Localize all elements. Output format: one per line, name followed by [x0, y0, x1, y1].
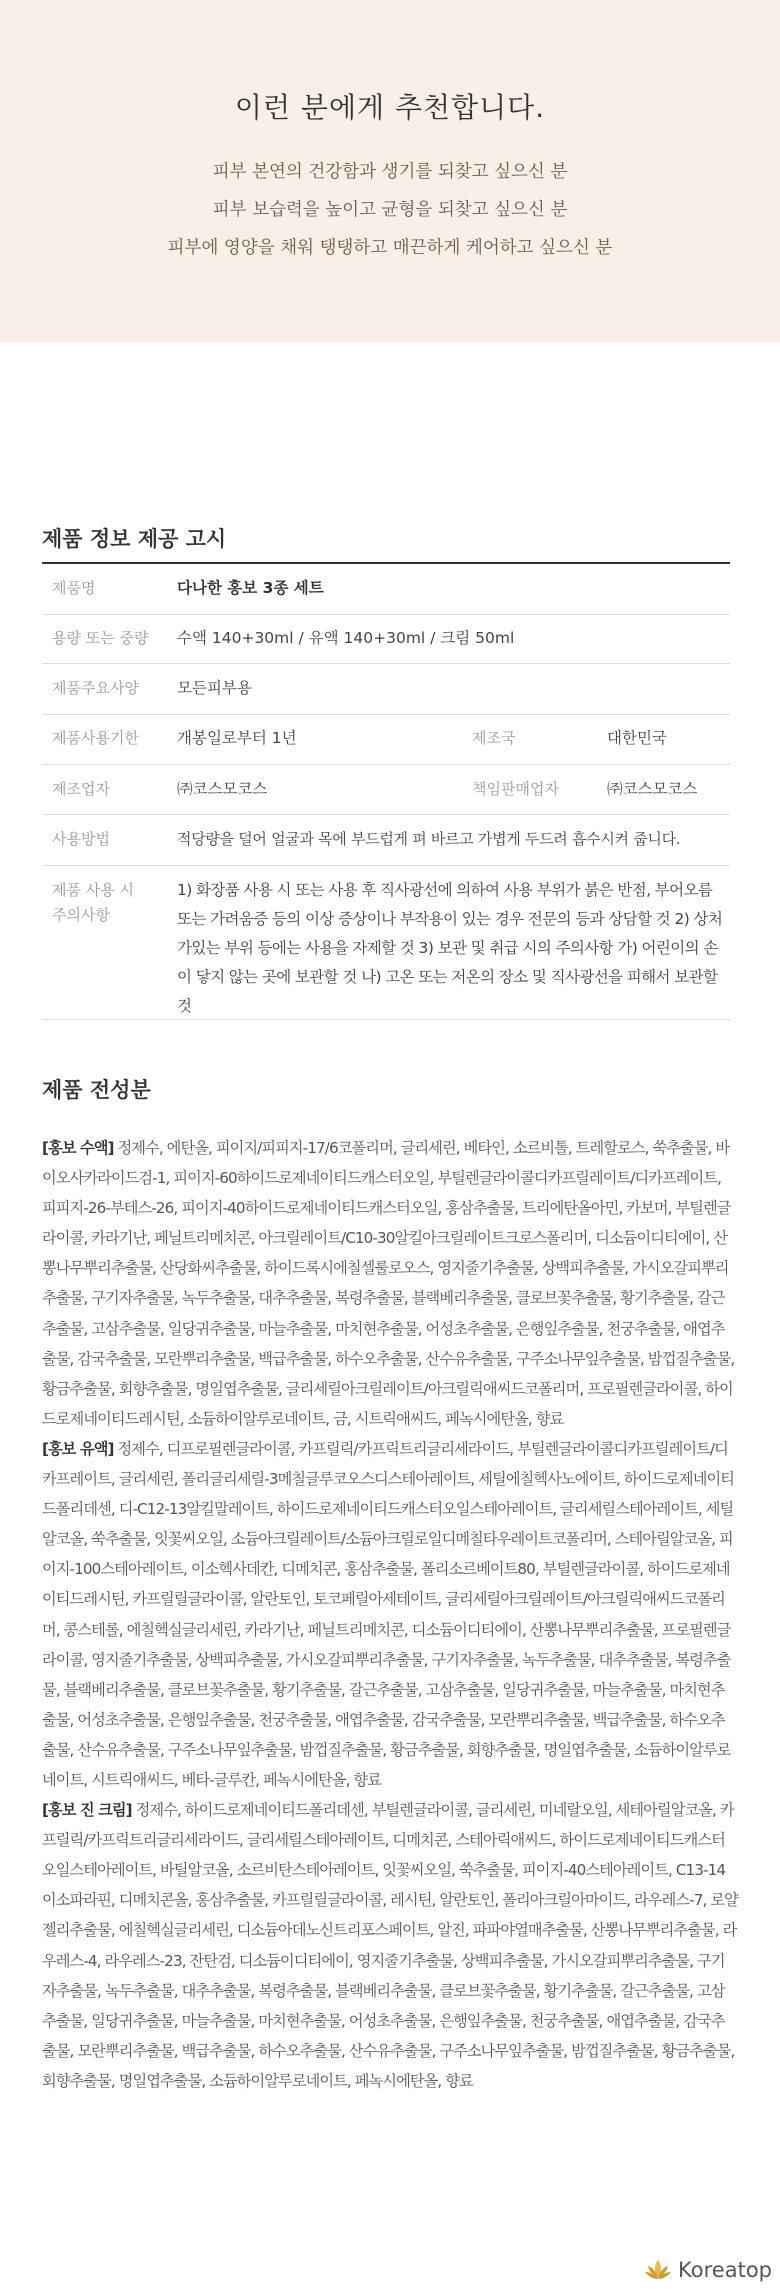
info-title: 제품 정보 제공 고시	[42, 527, 227, 551]
info-value: 수액 140+30ml / 유액 140+30ml / 크림 50ml	[177, 629, 515, 647]
info-label: 주의사항	[52, 906, 110, 924]
info-value: 개봉일로부터 1년	[177, 729, 297, 747]
recommend-line-1: 피부 본연의 건강함과 생기를 되찾고 싶으신 분	[212, 162, 568, 182]
ingredient-list: 정제수, 에탄올, 피이지/피피지-17/6코폴리머, 글리세린, 베타인, 소르비톨, 트레할로스, 쑥추출물, 바이오사카라이드검-1, 피이지-60하이드로제네이티드캐스터오일, 부틸렌글라이콜디카프릴레이트/디카프레이트, 피피지-26-부테스-26, 피이지-40하이드로제네이티드캐스터오일, 홍삼추출물, 트리에탄올아민, 카보머, 부틸렌글라이콜, 카라기난, 페닐트리메치콘, 아크릴레이트/C10-30알킬아크릴레이트크로스폴리머, 디소듐이디티에이, 산뽕나무뿌리추출물, 산당화씨추출물, 하이드록시에칠셀룰로오스, 영지줄기추출물, 상백피추출물, 가시오갈피뿌리추출물, 구기자추출물, 녹두추출물, 대추추출물, 복령추출물, 블랙베리추출물, 클로브꽃추출물, 황기추출물, 갈근추출물, 고삼추출물, 일당귀추출물, 마늘추출물, 마치현추출물, 어성초추출물, 은행잎추출물, 천궁추출물, 애엽추출물, 감국추출물, 모란뿌리추출물, 백급추출물, 하수오추출물, 산수유추출물, 구주소나무잎추출물, 밤껍질추출물, 황금추출물, 회향추출물, 명일엽추출물, 글리세릴아크릴레이트/아크릴릭애씨드코폴리머, 프로필렌글라이콜, 하이드로제네이티드레시틴, 소듐하이알루로네이트, 금, 시트릭애씨드, 페녹시에탄올, 향료	[42, 1139, 735, 1428]
info-row-name	[42, 564, 730, 615]
info-label: 제품명	[52, 579, 96, 597]
recommend-section	[0, 0, 780, 342]
recommend-line-2: 피부 보습력을 높이고 균형을 되찾고 싶으신 분	[212, 200, 568, 220]
info-row-capacity	[42, 615, 730, 664]
info-label: 제조업자	[52, 780, 110, 798]
info-value: 대한민국	[607, 729, 667, 747]
info-label: 제품주요사양	[52, 679, 139, 697]
recommend-line-3: 피부에 영양을 채워 탱탱하고 매끈하게 케어하고 싶으신 분	[167, 238, 613, 258]
ingredient-name: [홍보 유액]	[42, 1439, 114, 1458]
info-value: 다나한 홍보 3종 세트	[177, 579, 324, 597]
ingredient-list: 정제수, 하이드로제네이티드폴리데센, 부틸렌글라이콜, 글리세린, 미네랄오일, 세테아릴알코올, 카프릴릭/카프릭트리글리세라이드, 글리세릴스테아레이트, 디메치콘, 스테아릭애씨드, 하이드로제네이티드캐스터오일스테아레이트, 바틸알코올, 소르비탄스테아레이트, 잇꽃씨오일, 쑥추출물, 피이지-40스테아레이트, C13-14이소파라핀, 디메치콘올, 홍삼추출물, 카프릴릴글라이콜, 레시틴, 알란토인, 폴리아크릴아마이드, 라우레스-7, 로얄젤리추출물, 에칠헥실글리세린, 디소듐아데노신트리포스페이트, 알진, 파파야열매추출물, 산뽕나무뿌리추출물, 라우레스-4, 라우레스-23, 잔탄검, 디소듐이디티에이, 영지줄기추출물, 상백피추출물, 가시오갈피뿌리추출물, 구기자추출물, 녹두추출물, 대추추출물, 복령추출물, 블랙베리추출물, 클로브꽃추출물, 황기추출물, 갈근추출물, 고삼추출물, 일당귀추출물, 마늘추출물, 마치현추출물, 어성초추출물, 은행잎추출물, 천궁추출물, 애엽추출물, 감국추출물, 모란뿌리추출물, 백급추출물, 하수오추출물, 산수유추출물, 구주소나무잎추출물, 밤껍질추출물, 황금추출물, 회향추출물, 명일엽추출물, 소듐하이알루로네이트, 페녹시에탄올, 향료	[42, 1801, 738, 2090]
info-row-skin	[42, 664, 730, 715]
recommend-title: 이런 분에게 추천합니다.	[234, 91, 546, 124]
info-row-maker	[42, 765, 730, 815]
info-row-period	[42, 715, 730, 765]
info-label: 제조국	[472, 729, 516, 747]
brand-logo-text: Koreatop	[678, 2258, 772, 2282]
ingredient-list: 정제수, 디프로필렌글라이콜, 카프릴릭/카프릭트리글리세라이드, 부틸렌글라이콜디카프릴레이트/디카프레이트, 글리세린, 폴리글리세릴-3메칠글루코오스디스테아레이트, 세틸에칠헥사노에이트, 하이드로제네이티드폴리데센, 디-C12-13알킬말레이트, 하이드로제네이티드캐스터오일스테아레이트, 글리세릴스테아레이트, 세틸알코올, 쑥추출물, 잇꽃씨오일, 소듐아크릴레이트/소듐아크릴로일디메칠타우레이트코폴리머, 스테아릴알코올, 피이지-100스테아레이트, 이소헥사데칸, 디메치콘, 홍삼추출물, 폴리소르베이트80, 부틸렌글라이콜, 하이드로제네이티드레시틴, 카프릴릴글라이콜, 알란토인, 토코페릴아세테이트, 글리세릴아크릴레이트/아크릴릭애씨드코폴리머, 콩스테롤, 에칠헥실글리세린, 카라기난, 페닐트리메치콘, 디소듐이디티에이, 산뽕나무뿌리추출물, 프로필렌글라이콜, 영지줄기추출물, 상백피추출물, 가시오갈피뿌리추출물, 구기자추출물, 녹두추출물, 대추추출물, 복령추출물, 블랙베리추출물, 클로브꽃추출물, 황기추출물, 갈근추출물, 고삼추출물, 일당귀추출물, 마늘추출물, 마치현추출물, 어성초추출물, 은행잎추출물, 천궁추출물, 애엽추출물, 감국추출물, 모란뿌리추출물, 백급추출물, 하수오추출물, 산수유추출물, 구주소나무잎추출물, 밤껍질추출물, 황금추출물, 회향추출물, 명일엽추출물, 소듐하이알루로네이트, 시트릭애씨드, 베타-글루칸, 페녹시에탄올, 향료	[42, 1439, 735, 1789]
lotus-icon	[644, 2258, 672, 2282]
ingredients-text	[42, 1133, 738, 2096]
info-value: ㈜코스모코스	[607, 780, 698, 798]
info-label: 사용방법	[52, 830, 110, 848]
info-label: 제품사용기한	[52, 729, 139, 747]
ingredients-title: 제품 전성분	[42, 1078, 151, 1102]
info-value: 1) 화장품 사용 시 또는 사용 후 직사광선에 의하여 사용 부위가 붉은 반점, 부어오름 또는 가려움증 등의 이상 증상이나 부작용이 있는 경우 전문의 등과 상담할 것 2) 상처가있는 부위 등에는 사용을 자제할 것 3) 보관 및 취급 시의 주의사항 가) 어린이의 손이 닿지 않는 곳에 보관할 것 나) 고온 또는 저온의 장소 및 직사광선을 피해서 보관할 것	[177, 881, 723, 1015]
info-label: 책임판매업자	[472, 780, 559, 798]
info-value: 모든피부용	[177, 679, 252, 697]
info-label: 용량 또는 중량	[52, 629, 149, 647]
info-label: 제품 사용 시	[52, 881, 134, 899]
info-value: ㈜코스모코스	[177, 780, 268, 798]
ingredient-name: [홍보 진 크림]	[42, 1801, 132, 1820]
info-row-caution	[42, 866, 730, 1020]
brand-logo	[644, 2256, 772, 2284]
info-row-usage	[42, 815, 730, 866]
info-value: 적당량을 덜어 얼굴과 목에 부드럽게 펴 바르고 가볍게 두드려 흡수시켜 줍니다.	[177, 830, 681, 848]
ingredient-name: [홍보 수액]	[42, 1139, 114, 1157]
